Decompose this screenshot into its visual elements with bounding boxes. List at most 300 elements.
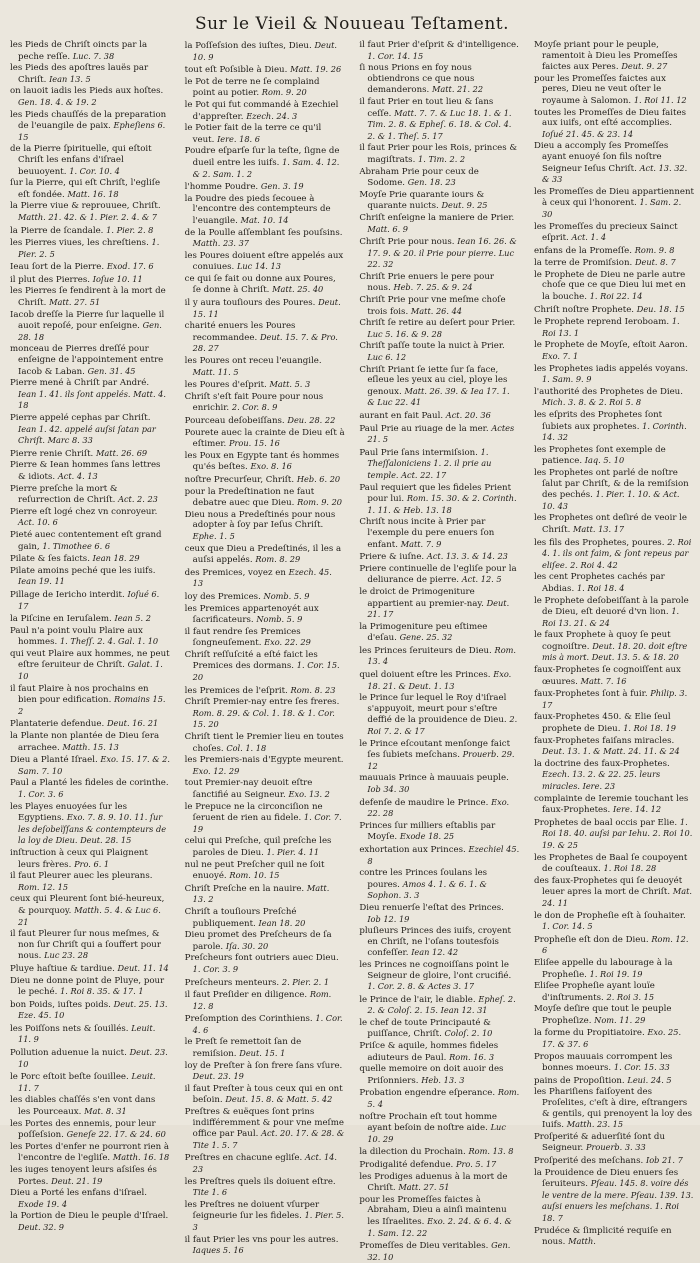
index-entry [534, 596, 694, 630]
entry-reference: Amos 4. 1. & 6. 1. & Sophon. 3. 3 [367, 878, 487, 901]
index-entry [10, 86, 170, 108]
entry-reference: Romains 15. 2 [18, 694, 166, 716]
index-entry [10, 731, 170, 753]
entry-text: les Premiers-nais d'Egypte meurent. [184, 755, 344, 766]
entry-text: les Portes des ennemis, pour leur poſſeſsion. [10, 1118, 156, 1141]
entry-text: le Prophete reprend Ieroboam. [533, 317, 670, 328]
entry-text: pour la Predeſtination ne faut debatre auec que Dieu. [184, 486, 315, 509]
entry-text: Pourceau deſobeiſſans. [184, 416, 285, 426]
entry-text: ceux qui Pleurent ſont bié-heureux, & pourquoy. [10, 894, 165, 916]
entry-reference: Heb. 7. 25. & 9. 24 [393, 282, 473, 293]
entry-text: exhortation aux Princes. [359, 844, 466, 855]
entry-reference: Exo. 15. 17. & 2. Sam. 7. 10 [18, 754, 170, 776]
index-entry [185, 989, 345, 1012]
index-entry [534, 187, 694, 221]
entry-reference: Leui. 24. 5 [627, 1074, 672, 1085]
entry-text: les Phariſiens faiſoyent des Proſelites, c'eſt à dire, eſtrangers & gentils, qui prenoyent la loy des Iuifs. [533, 1087, 692, 1131]
index-entry [359, 40, 519, 62]
index-entry [10, 999, 170, 1022]
entry-text: le Prophete de Dieu ne parle autre choſe que ce que Dieu lui met en la bouche. [533, 269, 686, 303]
entry-text: de la Pierre ſpirituelle, qui eſtoit Chriſt les enfans d'iſrael beuuoyent. [10, 144, 152, 177]
entry-reference: Deut. 32. 9 [18, 1221, 65, 1232]
entry-reference: Act. 4. 13 [57, 470, 98, 481]
index-entry [10, 448, 170, 460]
entry-text: faux-Prophetes ſe cognoiſſent aux œuures. [533, 665, 681, 687]
index-entry [185, 451, 345, 473]
entry-reference: Matt. 19. 26 [290, 64, 342, 75]
entry-reference: Deut. 8. 7 [634, 257, 676, 268]
page-title: Sur le Vieil & Nouueau Teſtament. [194, 14, 510, 34]
entry-text: Dieu ne donne point de Pluye, pour le peché. [10, 975, 165, 998]
index-entry [359, 63, 519, 96]
index-entry [185, 1037, 345, 1059]
entry-text: les Prophetes ſont exemple de patience. [533, 444, 666, 467]
index-entry [534, 257, 694, 269]
entry-text: bon Poids, iuſtes poids. [10, 999, 111, 1010]
entry-reference: Deut. 18. 20. doit eſtre mis à mort. Deut. 13. 5. & 18. 20 [541, 640, 688, 663]
entry-text: Chriſt reſſuſcité a eſté faict les Premices des dormans. [184, 649, 318, 672]
entry-reference: Ioſué 21. 45. & 23. 14 [541, 128, 634, 139]
entry-text: Pilate & ſes faicts. [10, 554, 90, 565]
entry-reference: Tite 1. 6 [192, 1187, 228, 1198]
entry-text: le Prince de l'air, le diable. [359, 994, 476, 1005]
entry-text: les Poures ont receu l'euangile. [184, 356, 322, 367]
entry-reference: Philip. 3. 17 [541, 688, 688, 710]
entry-reference: Luc 10. 29 [367, 1122, 506, 1144]
entry-reference: 2. Cor. 8. 9 [231, 402, 278, 413]
entry-text: Pluye haſtiue & tardiue. [10, 963, 115, 974]
entry-text: Chriſt nous incite à Prier par l'exemple du pere enuers ſon enfant. [359, 517, 495, 550]
index-entry [10, 507, 170, 529]
index-entry [185, 64, 345, 76]
entry-text: Pierre eſt logé chez vn conroyeur. [10, 506, 158, 517]
index-entry [359, 1064, 519, 1086]
entry-reference: Gene. 25. 32 [399, 632, 453, 643]
entry-reference: 1. Roi 13. 1 [541, 316, 680, 338]
entry-reference: 1. Roi 18. 28 [603, 863, 657, 874]
index-entry [185, 1107, 345, 1151]
entry-reference: 1. Cor. 14. 15 [367, 50, 424, 61]
index-entry [185, 883, 345, 906]
entry-text: le Prophete de Moyſe, eſtoit Aaron. [533, 340, 688, 351]
entry-reference: Ioſue 10. 11 [92, 273, 143, 284]
index-entry [359, 1146, 519, 1158]
index-entry [359, 447, 519, 482]
entry-text: Chriſt Preſche en la nauire. [184, 883, 305, 894]
entry-reference: Matth. 23. 15 [566, 1119, 624, 1130]
entry-text: la Poſſeſsion des iuſtes, Dieu. [184, 41, 312, 51]
index-entry [534, 736, 694, 758]
index-entry [10, 378, 170, 412]
entry-text: Pierre mené à Chriſt par André. [10, 378, 150, 389]
entry-reference: Exo. 7. 1 [541, 351, 579, 362]
entry-text: Chriſt s'eſt fait Poure pour nous enrichir. [184, 391, 324, 414]
entry-reference: Ezech. 24. 3 [246, 110, 298, 121]
entry-text: les Poiſſons nets & ſouillés. [10, 1023, 129, 1034]
entry-reference: Matt. 26. 39. & Iea 17. 1. & Luc 22. 41 [367, 385, 510, 408]
entry-text: Pierre preſche la mort & reſurrection de Chriſt. [10, 483, 118, 506]
entry-reference: Matth. 15. 13 [62, 741, 119, 752]
index-entry [185, 836, 345, 858]
entry-text: la Pierre viue & reprouuee, Chriſt. [10, 201, 161, 212]
index-entry [185, 604, 345, 626]
entry-reference: Ioſué 6. 17 [18, 588, 160, 611]
entry-text: complainte de Ieremie touchant les faux-Prophetes. [533, 793, 689, 816]
entry-reference: Iean 12. 42 [411, 947, 459, 958]
entry-reference: 1. Cor. 10. 4 [69, 165, 120, 176]
entry-reference: Deut. 15. 1 [239, 1048, 286, 1059]
entry-reference: Rom. 16. 3 [449, 1051, 495, 1062]
entry-text: Dieu a Porté les enfans d'iſrael. [10, 1188, 148, 1199]
entry-text: les Prophetes de Baal ſe coupoyent de couſteaux. [533, 852, 688, 875]
entry-reference: Act. 14. 23 [192, 1152, 337, 1174]
index-entry [185, 1084, 345, 1106]
entry-reference: Matt. 27. 51 [398, 1182, 450, 1193]
index-entry [359, 1018, 519, 1040]
entry-text: noſtre Prochain eſt tout homme ayant beſoin de noſtre aide. [359, 1111, 498, 1134]
entry-text: Pilate amoins peché que les iuifs. [10, 565, 156, 576]
entry-text: mauuais Prince à mauuais peuple. [359, 773, 509, 784]
entry-text: Priere & iuſne. [359, 552, 425, 563]
entry-reference: Rom. 9. 8 [634, 244, 675, 255]
index-entry [534, 222, 694, 244]
entry-text: il faut Plaire à nos prochains en bien pour edification. [10, 683, 149, 706]
index-entry [534, 981, 694, 1003]
entry-text: ſi nous Prions en foy nous obtiendrons ce que nous demanderons. [359, 63, 475, 96]
entry-text: faux-Prophetes faiſans miracles. [533, 735, 675, 746]
index-entry [534, 468, 694, 512]
index-entry [534, 513, 694, 535]
entry-reference: Matth. 16. 18 [112, 1152, 170, 1163]
index-entry [359, 551, 519, 563]
entry-text: des faux-Prophetes qui ſe deuoyét leuer apres la mort de Chriſt. [533, 875, 683, 898]
entry-reference: Matth. 5. 4. & Luc 6. 21 [18, 904, 161, 927]
entry-text: les Preſtres quels ils doiuent eſtre. [184, 1176, 336, 1187]
index-entry [534, 1004, 694, 1026]
index-entry [10, 344, 170, 377]
entry-reference: 1. Pier. 5. 3 [192, 1210, 344, 1232]
index-entry [10, 413, 170, 447]
entry-reference: Exo. 8. 16 [250, 461, 292, 472]
index-entry [185, 487, 345, 509]
entry-text: Proſperité & aduerſité ſont du Seigneur. [533, 1131, 665, 1154]
index-entry [534, 876, 694, 910]
index-entry [359, 645, 519, 668]
index-entry [359, 236, 519, 271]
entry-text: le Pot qui fut commandé à Ezechiel d'appreſter. [184, 99, 339, 122]
index-entry [359, 821, 519, 843]
entry-text: Chriſt Prie pour vne meſme choſe trois fois. [359, 295, 506, 317]
index-entry [534, 794, 694, 816]
entry-reference: Iob 34. 30 [367, 784, 410, 794]
index-entry [359, 1041, 519, 1063]
index-entry [359, 295, 519, 317]
entry-text: inſtruction à ceux qui Plaignent leurs frères. [10, 847, 148, 870]
entry-reference: Pro. 6. 1 [74, 858, 110, 869]
entry-text: Pierre renie Chriſt. [10, 448, 94, 459]
entry-text: le Prince ſur lequel le Roy d'iſrael s'appuyoit, meurt pour s'eſtre deffié de la prouidence de Dieu. [359, 693, 507, 726]
index-entry [10, 1119, 170, 1141]
entry-text: les Playes enuoyées ſur les Egyptiens. [10, 801, 128, 824]
entry-reference: Prou. 15. 16 [229, 438, 280, 449]
index-entry [185, 1013, 345, 1036]
entry-text: Priſce & aquile, hommes fideles adiuteurs de Paul. [359, 1041, 499, 1063]
index-entry [185, 977, 345, 989]
index-entry [185, 321, 345, 355]
index-entry [185, 1177, 345, 1199]
entry-reference: Ezech. 45. 13 [192, 566, 332, 589]
entry-reference: 2. Roi 4. 42 [570, 559, 618, 570]
entry-reference: Matt. 16. 18 [67, 188, 119, 199]
index-entry [185, 379, 345, 391]
index-entry [10, 566, 170, 588]
entry-reference: Rom. 8. 29 [255, 554, 301, 565]
entry-reference: Deut. 23. 19 [192, 1071, 244, 1082]
index-entry [534, 270, 694, 303]
entry-text: Iacob dreſſe la Pierre ſur laquelle il auoit repoſé, pour enſeigne. [10, 309, 165, 332]
entry-text: Chriſt Prie pour nous. [359, 237, 455, 248]
index-entry [534, 712, 694, 734]
entry-reference: Matt. 7. 7. & Luc 18. 1. & 1. Tim. 2. 8. & Epheſ. 6. 18. & Col. 4. 2. & 1. Theſ. 5. 17 [367, 107, 512, 141]
entry-reference: Act. 13. 32. & 33 [541, 162, 688, 185]
index-entry [185, 907, 345, 929]
entry-reference: 1. Cor. 2. 8. & Actes 3. 17 [367, 981, 475, 992]
index-entry [185, 1152, 345, 1175]
entry-text: tout eſt Poſsible à Dieu. [184, 65, 288, 76]
entry-text: l'authorité des Prophetes de Dieu. [533, 386, 683, 397]
entry-text: Propos mauuais corrompent les bonnes moeurs. [533, 1051, 673, 1074]
entry-text: Pourete auec la crainte de Dieu eſt à eſtimer. [184, 427, 345, 450]
entry-text: les eſprits des Prophetes ſont ſubiets aux prophetes. [533, 410, 663, 432]
index-entry [359, 844, 519, 867]
entry-reference: Luc 23. 28 [44, 950, 89, 961]
index-entry [185, 627, 345, 649]
index-entry [359, 926, 519, 959]
index-entry [534, 537, 694, 572]
index-entry [534, 1052, 694, 1074]
entry-text: il faut Prier en tout lieu & ſans ceſſe. [359, 96, 494, 119]
entry-reference: Mich. 3. 8. & 2. Roi 5. 8 [541, 397, 642, 408]
index-entry [359, 167, 519, 189]
index-entry [10, 484, 170, 506]
entry-text: Preſomption des Corinthiens. [184, 1014, 313, 1025]
entry-text: quel doiuent eſtre les Princes. [359, 670, 491, 681]
entry-reference: Deut. 9. 27 [621, 61, 668, 72]
entry-text: Promeſſes de Dieu veritables. [359, 1241, 489, 1252]
entry-reference: 1. Pier. 2. 8 [106, 224, 154, 235]
entry-reference: 1. Timothee 6. 6 [42, 540, 111, 551]
entry-text: il faut Prier pour les Rois, princes & magiſtrats. [359, 143, 518, 165]
entry-reference: Iean 5. 2 [114, 613, 151, 624]
entry-reference: Actes 21. 5 [367, 422, 515, 445]
entry-reference: 1. Cor. 15. 20 [192, 660, 340, 683]
index-entry [359, 410, 519, 422]
index-entry [10, 1071, 170, 1094]
entry-reference: 2. Pier. 2. 1 [281, 976, 330, 987]
entry-text: Moyſe deſire que tout le peuple Propheſize. [533, 1004, 672, 1026]
index-entry [534, 340, 694, 362]
entry-reference: Nomb. 5. 9 [256, 614, 303, 625]
entry-text: Chriſt Premier-nay entre ſes freres. [184, 697, 340, 708]
entry-reference: Deut. 15. 7. & Pro. 28. 27 [192, 331, 338, 354]
entry-reference: Exo. 12. 29 [192, 765, 240, 776]
entry-text: Propheſie eſt don de Dieu. [533, 934, 649, 945]
entry-text: pour les Promeſſes faictes à Abraham, Dieu a ainſi maintenu les Iſraelites. [359, 1194, 507, 1227]
index-entry [10, 754, 170, 777]
entry-text: les Premices de l'eſprit. [184, 685, 288, 696]
entry-reference: Col. 1. 18 [226, 742, 267, 753]
entry-text: Abraham Prie pour ceux de Sodome. [359, 166, 479, 189]
index-entry [534, 387, 694, 409]
entry-reference: Exo. 18. 21. & Deut. 1. 13 [367, 669, 512, 691]
entry-text: il faut Pleurer ſur nous meſmes, & non ſur Chriſt qui a ſouffert pour nous. [10, 929, 161, 962]
entry-text: les Prophetes ont parlé de noſtre ſalut par Chriſt, & de la remiſsion des pechés. [533, 467, 689, 501]
entry-text: Moyſe Prie quarante iours & quarante nuicts. [359, 189, 485, 212]
entry-reference: 1. Sam. 9. 9 [541, 374, 592, 385]
index-entry [10, 1023, 170, 1046]
index-entry [185, 228, 345, 250]
entry-reference: Matt. 5. 3 [269, 379, 311, 390]
entry-text: Dieu nous a Predeſtinés pour nous adopter à ſoy par Ieſus Chriſt. [184, 509, 336, 531]
entry-reference: Rom. 12. 15 [18, 881, 69, 892]
index-entry [185, 802, 345, 836]
index-entry [185, 510, 345, 543]
index-entry [10, 894, 170, 928]
entry-reference: Rom. 10. 15 [229, 870, 280, 881]
index-entry [534, 74, 694, 107]
entry-text: Chriſt paſſe toute la nuict à Prier. [359, 341, 505, 352]
index-entry [359, 423, 519, 446]
entry-reference: Iean 18. 29 [92, 553, 140, 564]
index-entry [10, 1165, 170, 1187]
entry-reference: Iean 1. 42. appelé auſsi ſatan par Chriſt. Marc 8. 33 [18, 423, 156, 446]
entry-text: qui veut Plaire aux hommes, ne peut eſtre ſeruiteur de Chriſt. [10, 648, 170, 671]
index-entry [10, 1095, 170, 1117]
index-entry [10, 1047, 170, 1070]
entry-text: nul ne peut Preſcher quil ne ſoit enuoyé. [184, 859, 325, 882]
index-entry [10, 649, 170, 683]
entry-reference: 1. Corinth. 14. 32 [541, 420, 687, 443]
entry-text: monceau de Pierres dreſſé pour enſeigne de l'appointement entre Iacob & Laban. [10, 344, 164, 377]
entry-text: Chriſt ſe retire au deſert pour Prier. [359, 318, 516, 329]
entry-reference: Act. 20. 36 [445, 410, 491, 420]
entry-reference: 1. Cor. 3. 6 [18, 789, 64, 799]
index-entry [185, 40, 345, 63]
index-entry [359, 1087, 519, 1110]
index-entry [185, 181, 345, 193]
entry-text: Prudéce & ſimplicité requiſe en nous. [533, 1225, 672, 1248]
index-entry [359, 517, 519, 550]
entry-reference: Act. 12. 5 [461, 574, 502, 585]
entry-reference: Matt. 25. 40 [272, 284, 324, 295]
entry-reference: Matt. 7. 16 [580, 675, 627, 686]
entry-text: Preſcheurs font outriers auec Dieu. [184, 953, 339, 964]
index-column-1 [10, 40, 170, 1232]
index-entry [10, 1188, 170, 1210]
entry-reference: Iaques 5. 16 [192, 1245, 244, 1256]
entry-text: la forme du Propitiatoire. [533, 1028, 645, 1039]
entry-text: Pillage de Iericho interdit. [10, 589, 125, 600]
index-entry [359, 903, 519, 925]
entry-text: pluſieurs Princes des iuifs, croyent en Chriſt, ne l'oſans toutesfois confeſſer. [359, 926, 511, 959]
entry-reference: Pſeau. 145. 8. voire dés le ventre de la mere. Pſeau. 139. 13. auſsi enuers les meſchans. 1. Roi 18. 7 [541, 1178, 694, 1223]
entry-reference: 1. Roi 19. 19 [589, 968, 643, 979]
entry-text: defenſe de maudire le Prince. [359, 797, 489, 808]
entry-text: les Premices appartenoyét aux ſacrificateurs. [184, 603, 319, 626]
index-entry [10, 530, 170, 552]
entry-reference: Luc 5. 16. & 9. 28 [367, 328, 442, 339]
index-entry [534, 1087, 694, 1130]
entry-reference: 1. Tim. 2. 2 [418, 153, 466, 164]
entry-text: le Porc eſtoit beſte ſouillee. [10, 1072, 129, 1083]
entry-text: quelle memoire on doit auoir des Priſonniers. [359, 1064, 504, 1086]
index-entry [10, 110, 170, 144]
entry-reference: Exo. 22. 29 [264, 637, 311, 648]
index-entry [10, 225, 170, 237]
entry-reference: Deut. 23. 10 [18, 1047, 168, 1069]
entry-reference: Deut. 9. 25 [441, 200, 488, 211]
entry-text: Proſperité des meſchans. [533, 1156, 644, 1166]
entry-text: les Poux en Egypte tant és hommes qu'és beſtes. [184, 450, 340, 473]
entry-text: de la Poulle aſſemblant ſes pouſsins. [184, 227, 343, 238]
index-entry [10, 684, 170, 718]
entry-text: Eliſee Propheſie ayant louïe d'inſtruments. [533, 981, 655, 1003]
entry-text: le faux Prophete à quoy ſe peut cognoiſtre. [533, 630, 671, 652]
index-entry [185, 685, 345, 697]
entry-reference: 1. Roi 8. 35. & 17. 1 [60, 986, 144, 997]
index-entry [359, 1159, 519, 1171]
entry-text: Priere continuelle de l'egliſe pour la deliurance de pierre. [359, 563, 517, 586]
index-entry [10, 976, 170, 998]
entry-reference: Deu. 18. 15 [636, 303, 685, 314]
index-entry [359, 143, 519, 165]
entry-text: Prophetes de baal occis par Elie. [533, 817, 678, 828]
index-entry [185, 100, 345, 122]
index-entry [534, 245, 694, 257]
entry-text: Plantaterie defendue. [10, 719, 105, 730]
entry-text: noſtre Precurſeur, Chriſt. [184, 474, 295, 485]
index-entry [10, 460, 170, 482]
entry-reference: Iean 18. 20 [258, 917, 306, 928]
index-entry [185, 860, 345, 882]
entry-reference: 2. Roi 4. 1. ils ont faim, & ſont repeus par eliſee. [541, 536, 692, 570]
index-entry [185, 778, 345, 800]
entry-reference: Act. 13. 3. & 14. 23 [426, 551, 508, 562]
index-entry [10, 1142, 170, 1164]
entry-reference: Exo. 13. 2 [288, 789, 330, 799]
entry-text: la Piſcine en Ieruſalem. [10, 614, 112, 625]
index-entry [185, 194, 345, 227]
index-entry [534, 853, 694, 875]
entry-text: les Pierres ſe fendirent à la mort de Chriſt. [10, 286, 166, 309]
entry-reference: Iob 12. 19 [367, 913, 410, 924]
index-entry [10, 144, 170, 177]
index-entry [185, 1061, 345, 1083]
index-entry [534, 1155, 694, 1167]
entry-reference: Rom. 8. 23 [290, 684, 336, 695]
entry-reference: Epheſ. 2. 2. & Coloſ. 2. 15. Iean 12. 31 [367, 993, 516, 1016]
entry-reference: Exo. 7. 8. 9. 10. 11. ſur les deſobeïſſans & contempteurs de la loy de Dieu. Deut. 28. 15 [18, 812, 167, 846]
entry-reference: Gen. 18. 4. & 19. 2 [18, 96, 97, 107]
index-entry [359, 693, 519, 737]
index-entry [359, 669, 519, 692]
entry-reference: Matt. 26. 69 [96, 447, 148, 458]
entry-text: le Prepuce ne la circonciſion ne ſeruent de rien au fidele. [184, 801, 323, 824]
entry-text: il faut rendre ſes Premices ſongneuſement. [184, 626, 301, 649]
entry-text: les Princes ſeruiteurs de Dieu. [359, 645, 492, 656]
index-entry [185, 274, 345, 296]
entry-text: Dieu a Planté Iſrael. [10, 755, 98, 766]
